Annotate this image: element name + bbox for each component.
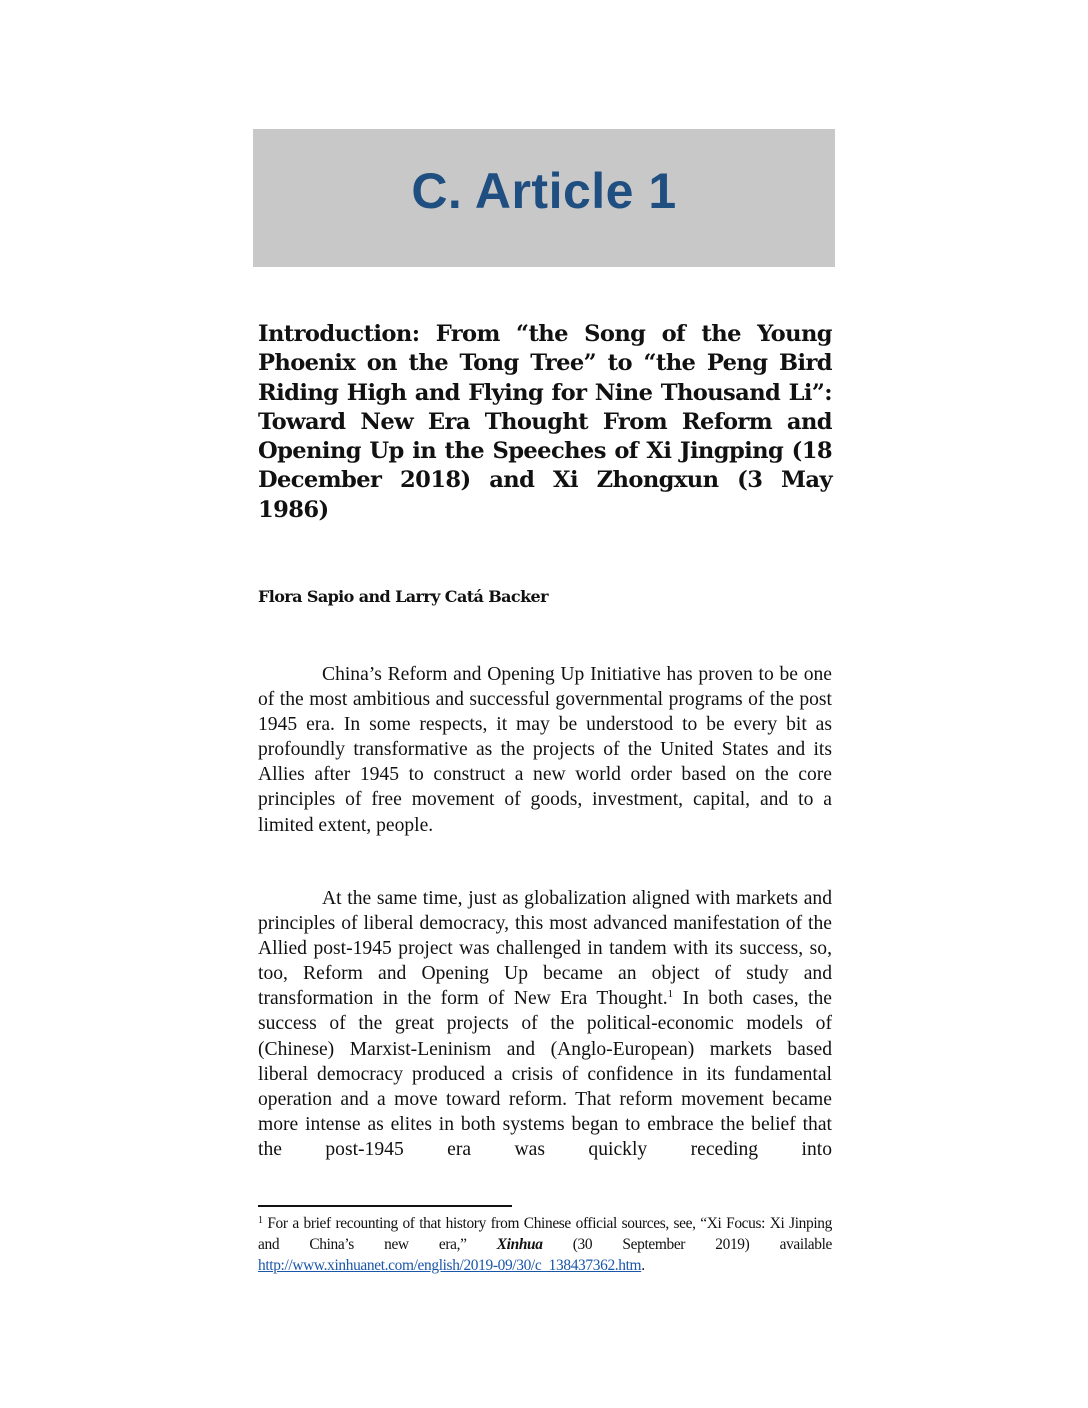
article-authors: Flora Sapio and Larry Catá Backer xyxy=(258,587,548,606)
footnote-source: Xinhua xyxy=(496,1236,543,1253)
footnote-reference[interactable]: 1 xyxy=(667,988,674,1001)
section-title: C. Article 1 xyxy=(411,163,677,219)
body-paragraph-2 xyxy=(258,886,832,1162)
paragraph-text xyxy=(258,886,832,1162)
paragraph-text-part: At the same time, just as globalization aligned with markets and principles of liberal democracy, this most advanced manifestation of the Allied post-1945 project was challenged in tandem with its success, so, too, Reform and Opening Up became an object of study and transformation in the form of New Era Thought. xyxy=(258,888,832,1010)
footnote-separator xyxy=(258,1205,512,1207)
footnote-text: For a brief recounting of that history from Chinese official sources, see, “Xi Focus: Xi Jinping and China’s new era,” xyxy=(258,1215,832,1253)
paragraph-text: China’s Reform and Opening Up Initiative has proven to be one of the most ambitious and successful governmental programs of the post 1945 era. In some respects, it may be understood to be every bit as profoundly transformative as the projects of the United States and its Allies after 1945 to construct a new world order based on the core principles of free movement of goods, investment, capital, and to a limited extent, people. xyxy=(258,664,832,836)
article-title: Introduction: From “the Song of the Young Phoenix on the Tong Tree” to “the Peng Bird Riding High and Flying for Nine Thousand Li”: Toward New Era Thought From Reform and Opening Up in the Speeches of Xi Jingping (18 December 2018) and Xi Zhongxun (3 May 1986) xyxy=(258,321,832,523)
footnote-trailing: . xyxy=(641,1257,645,1274)
section-header-banner xyxy=(253,129,835,267)
paragraph-text-part: In both cases, the success of the great projects of the political-economic models of (Chinese) Marxist-Leninism and (Anglo-European) markets based liberal democracy produced a crisis of confidence in its fundamental operation and a move toward reform. That reform movement became more intense as elites in both systems began to embrace the belief that the post-1945 era was quickly receding into xyxy=(258,988,832,1160)
footnote xyxy=(258,1213,832,1276)
footnote-text: (30 September 2019) available xyxy=(542,1236,832,1253)
body-paragraph-1 xyxy=(258,662,832,838)
footnote-number: 1 xyxy=(258,1215,263,1226)
footnote-link[interactable]: http://www.xinhuanet.com/english/2019-09/30/c_138437362.htm xyxy=(258,1257,642,1274)
